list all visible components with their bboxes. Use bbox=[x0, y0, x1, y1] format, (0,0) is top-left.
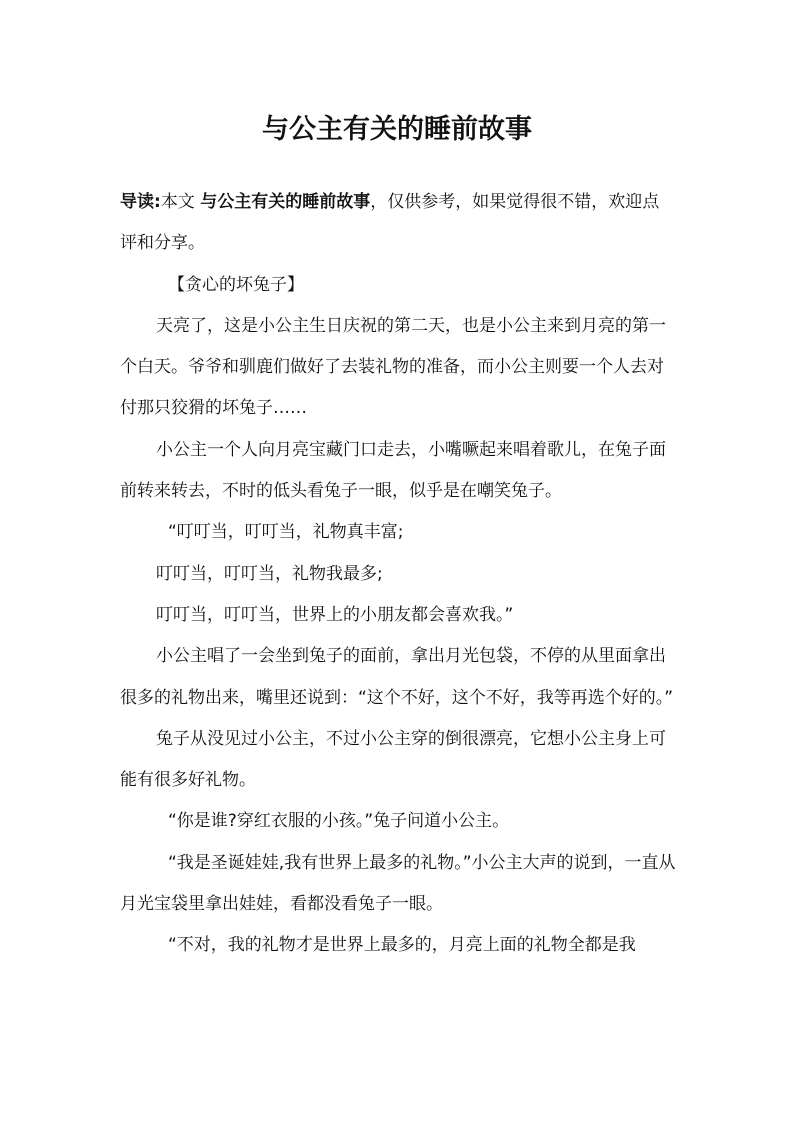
paragraph: 兔子从没见过小公主，不过小公主穿的倒很漂亮，它想小公主身上可能有很多好礼物。 bbox=[120, 728, 666, 791]
intro-paragraph bbox=[120, 182, 676, 265]
document-body bbox=[120, 182, 676, 967]
song-line: 叮叮当，叮叮当，世界上的小朋友都会喜欢我。” bbox=[156, 604, 514, 625]
intro-text-1: 本文 bbox=[160, 192, 201, 212]
section-heading: 【贪心的坏兔子】 bbox=[168, 274, 304, 295]
dialogue-paragraph: “我是圣诞娃娃,我有世界上最多的礼物。”小公主大声的说到，一直从月光宝袋里拿出娃娃，看都没看兔子一眼。 bbox=[120, 852, 676, 915]
intro-text-2: ，仅供参考，如果觉得很不错，欢迎点评和分享。 bbox=[120, 192, 660, 254]
paragraph: 小公主一个人向月亮宝藏门口走去，小嘴噘起来唱着歌儿，在兔子面前转来转去，不时的低头看兔子一眼，似乎是在嘲笑兔子。 bbox=[120, 439, 666, 502]
document-title: 与公主有关的睡前故事 bbox=[262, 114, 532, 145]
dialogue-paragraph: “你是谁?穿红衣服的小孩。”兔子问道小公主。 bbox=[168, 811, 510, 832]
song-line: 叮叮当，叮叮当，礼物我最多; bbox=[156, 563, 383, 584]
paragraph: 小公主唱了一会坐到兔子的面前，拿出月光包袋，不停的从里面拿出很多的礼物出来，嘴里还说到：“这个不好，这个不好，我等再选个好的。” bbox=[120, 646, 674, 708]
dialogue-paragraph: “不对，我的礼物才是世界上最多的，月亮上面的礼物全都是我 bbox=[168, 935, 636, 956]
paragraph: 天亮了，这是小公主生日庆祝的第二天，也是小公主来到月亮的第一个白天。爷爷和驯鹿们做好了去装礼物的准备，而小公主则要一个人去对付那只狡猾的坏兔子…… bbox=[120, 315, 666, 419]
intro-label: 导读: bbox=[120, 192, 161, 212]
intro-bold-title: 与公主有关的睡前故事 bbox=[200, 192, 371, 212]
song-line: “叮叮当，叮叮当，礼物真丰富; bbox=[168, 522, 404, 543]
